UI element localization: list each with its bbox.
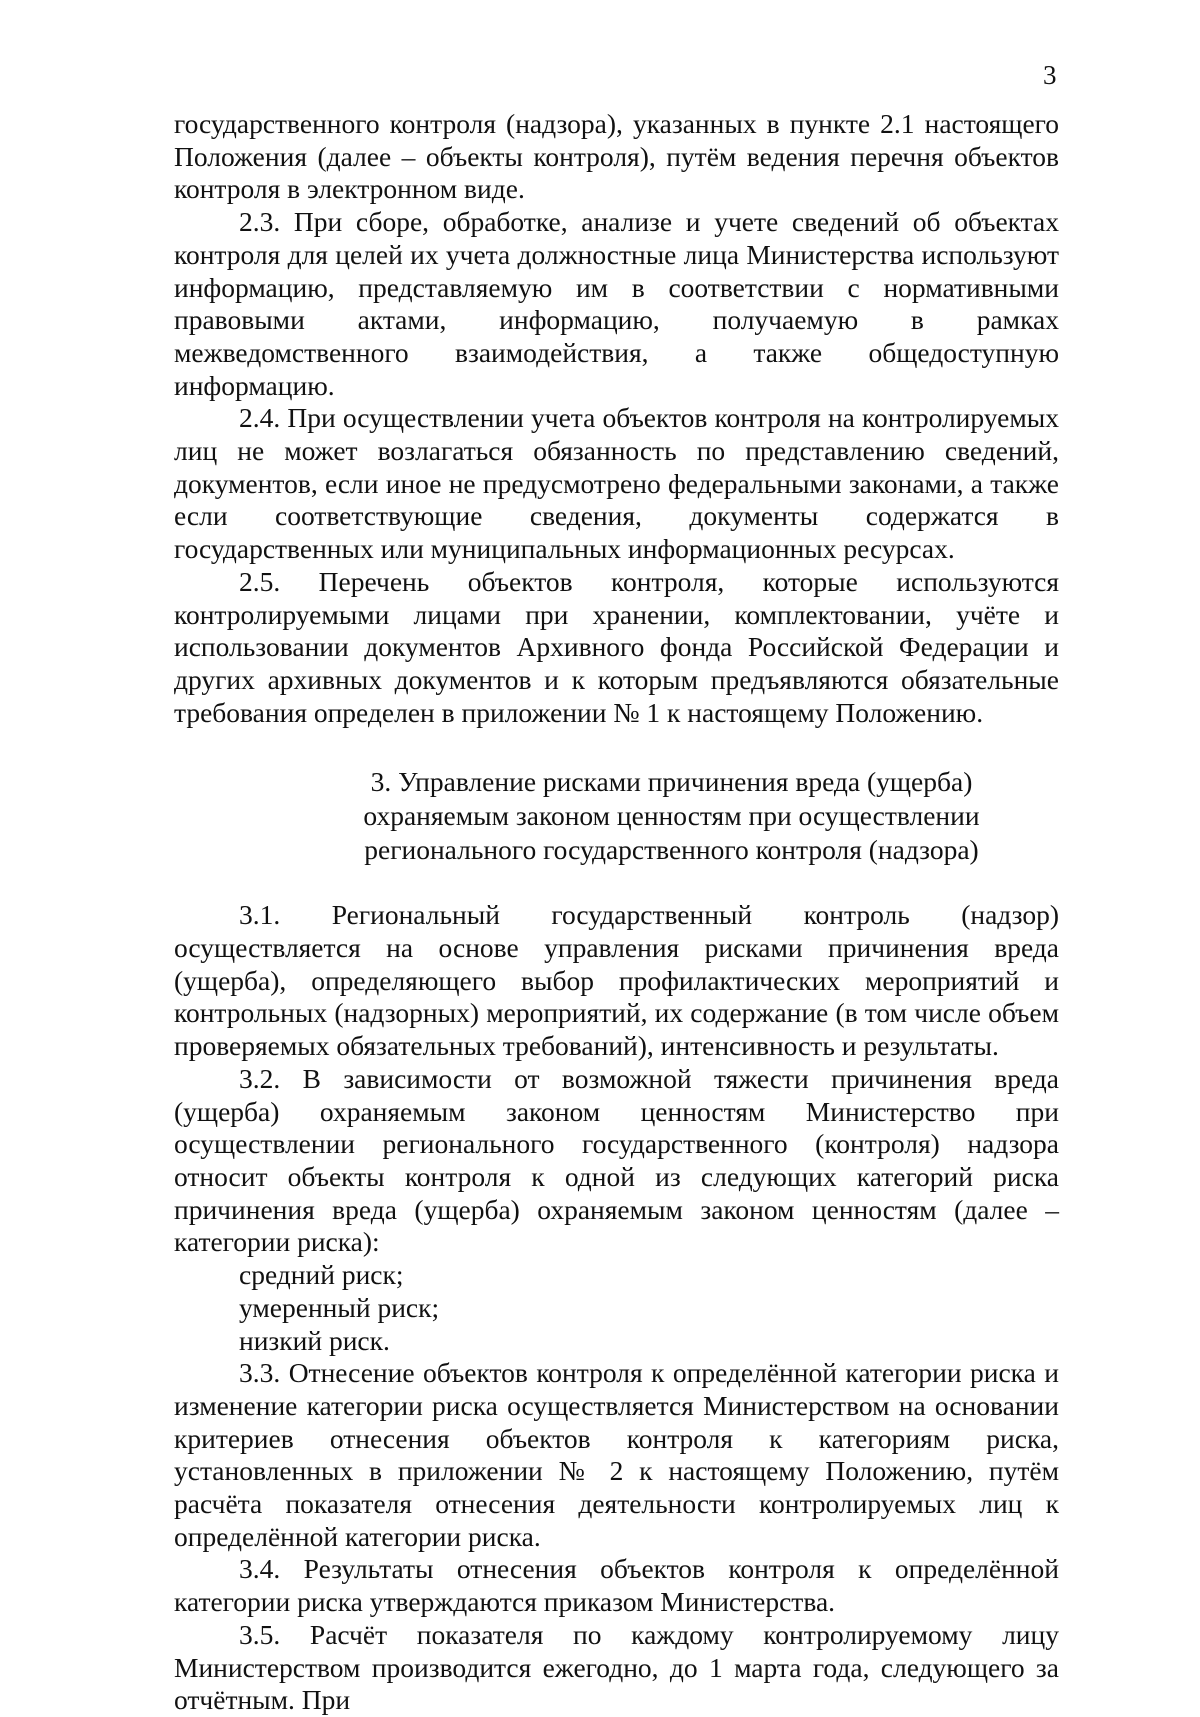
paragraph-2-5: 2.5. Перечень объектов контроля, которые используются контролируемыми лицами при хранении, комплектовании, учёте и использовании документов Архивного фонда Российской Федерации и других архивных документов и к которым предъявляются обязательные требования определен в приложении № 1 к настоящему Положению. [174, 565, 1059, 728]
page-number: 3 [1043, 60, 1057, 90]
paragraph-3-5: 3.5. Расчёт показателя по каждому контролируемому лицу Министерством производится ежегодно, до 1 марта года, следующего за отчётным. При [174, 1618, 1059, 1716]
paragraph-3-1: 3.1. Региональный государственный контроль (надзор) осуществляется на основе управления рисками причинения вреда (ущерба), определяющего выбор профилактических мероприятий и контрольных (надзорных) мероприятий, их содержание (в том числе объем проверяемых обязательных требований), интенсивность и результаты. [174, 899, 1059, 1062]
paragraph-2-4: 2.4. При осуществлении учета объектов контроля на контролируемых лиц не может возлагаться обязанность по представлению сведений, документов, если иное не предусмотрено федеральными законами, а также если соответствующие сведения, документы содержатся в государственных или муниципальных информационных ресурсах. [174, 402, 1059, 565]
section-heading-line: регионального государственного контроля (надзора) [364, 834, 979, 866]
risk-list-item: низкий риск. [239, 1324, 390, 1356]
paragraph-2-3: 2.3. При сборе, обработке, анализе и учете сведений об объектах контроля для целей их учета должностные лица Министерства используют информацию, представляемую им в соответствии с нормативными правовыми актами, информацию, получаемую в рамках межведомственного взаимодействия, а также общедоступную информацию. [174, 206, 1059, 401]
section-heading-line: 3. Управление рисками причинения вреда (ущерба) [370, 766, 973, 798]
section-heading-line: охраняемым законом ценностям при осуществлении [363, 800, 980, 832]
paragraph-3-3: 3.3. Отнесение объектов контроля к определённой категории риска и изменение категории риска осуществляется Министерством на основании критериев отнесения объектов контроля к категориям риска, установленных в приложении № 2 к настоящему Положению, путём расчёта показателя отнесения деятельности контролируемых лиц к определённой категории риска. [174, 1357, 1059, 1552]
paragraph-3-4: 3.4. Результаты отнесения объектов контроля к определённой категории риска утверждаются приказом Министерства. [174, 1553, 1059, 1618]
risk-list-item: умеренный риск; [239, 1291, 440, 1323]
paragraph-3-2: 3.2. В зависимости от возможной тяжести причинения вреда (ущерба) охраняемым законом ценностям Министерство при осуществлении регионального государственного (контроля) надзора относит объекты контроля к одной из следующих категорий риска причинения вреда (ущерба) охраняемым законом ценностям (далее – категории риска): [174, 1062, 1059, 1258]
document-body [174, 108, 1059, 1717]
paragraph-continuation: государственного контроля (надзора), указанных в пункте 2.1 настоящего Положения (далее – объекты контроля), путём ведения перечня объектов контроля в электронном виде. [174, 108, 1059, 205]
section-heading [174, 765, 1059, 867]
risk-list-item: средний риск; [239, 1259, 404, 1291]
